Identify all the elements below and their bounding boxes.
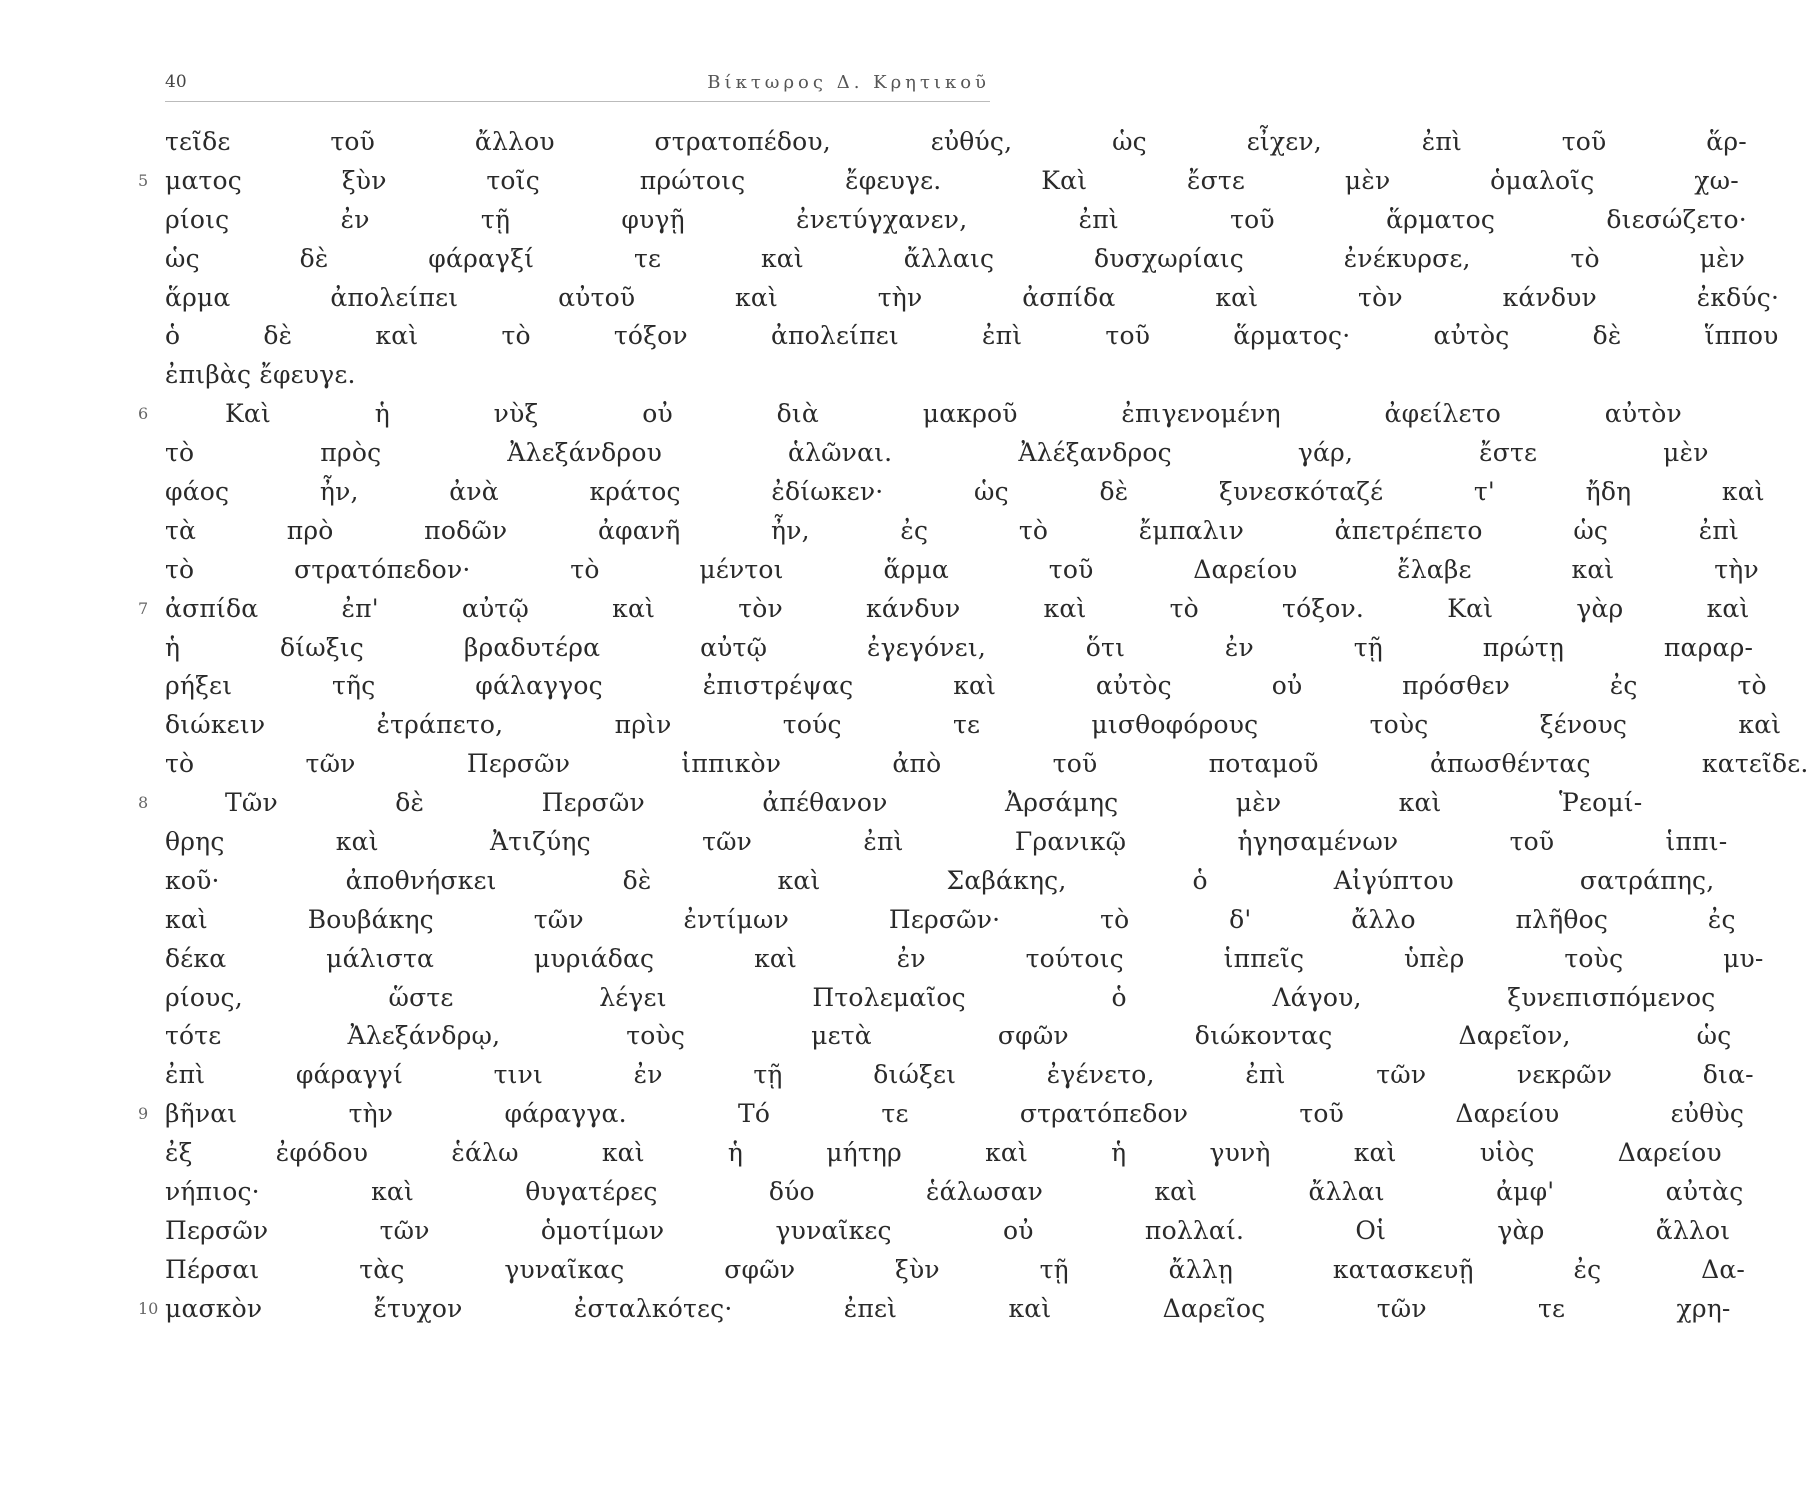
page-number: 40: [165, 72, 187, 92]
line-text: ρίοις ἐν τῇ φυγῇ ἐνετύγχανεν, ἐπὶ τοῦ ἅρματος διεσώζετο·: [165, 204, 1747, 234]
text-line: [165, 1251, 1746, 1290]
text-line: [165, 356, 990, 395]
line-text: τὸ πρὸς Ἀλεξάνδρου ἁλῶναι. Ἀλέξανδρος γάρ, ἔστε μὲν: [165, 438, 1709, 468]
text-line: [138, 1290, 1731, 1329]
text-line: [165, 240, 1746, 279]
line-text: δέκα μάλιστα μυριάδας καὶ ἐν τούτοις ἱππεῖς ὑπὲρ τοὺς μυ-: [165, 943, 1764, 973]
text-line: [165, 123, 1747, 162]
header-rule: [165, 101, 990, 102]
line-text: Πέρσαι τὰς γυναῖκας σφῶν ξὺν τῇ ἄλλῃ κατασκευῇ ἐς Δα-: [165, 1254, 1746, 1284]
line-text: μασκὸν ἔτυχον ἐσταλκότες· ἐπεὶ καὶ Δαρεῖος τῶν τε χρη-: [165, 1293, 1731, 1323]
running-title: Βίκτωρος Δ. Κρητικοῦ: [707, 72, 990, 93]
line-text: φάος ἦν, ἀνὰ κράτος ἐδίωκεν· ὡς δὲ ξυνεσκόταζέ τ' ἤδη καὶ: [165, 477, 1765, 507]
line-text: τὰ πρὸ ποδῶν ἀφανῆ ἦν, ἐς τὸ ἔμπαλιν ἀπετρέπετο ὡς ἐπὶ: [165, 515, 1740, 545]
line-text: θρης καὶ Ἀτιζύης τῶν ἐπὶ Γρανικῷ ἡγησαμένων τοῦ ἱππι-: [165, 827, 1728, 857]
text-line: [165, 901, 1736, 940]
section-number: 8: [138, 793, 149, 813]
section-number: 6: [138, 404, 149, 424]
line-text: ἐπὶ φάραγγί τινι ἐν τῇ διώξει ἐγένετο, ἐπὶ τῶν νεκρῶν δια-: [165, 1060, 1754, 1090]
line-text: ἅρμα ἀπολείπει αὐτοῦ καὶ τὴν ἀσπίδα καὶ τὸν κάνδυν ἐκδύς·: [165, 282, 1780, 312]
line-text: ὁ δὲ καὶ τὸ τόξον ἀπολείπει ἐπὶ τοῦ ἅρματος· αὐτὸς δὲ ἵππου: [165, 321, 1779, 351]
text-line: [138, 395, 1682, 434]
text-line: [165, 551, 1759, 590]
line-text: Τῶν δὲ Περσῶν ἀπέθανον Ἀρσάμης μὲν καὶ Ῥεομί-: [225, 788, 1643, 818]
text-line: [165, 706, 1782, 745]
line-text: ἐπιβὰς ἔφευγε.: [165, 360, 356, 390]
line-text: τεῖδε τοῦ ἄλλου στρατοπέδου, εὐθύς, ὡς εἶχεν, ἐπὶ τοῦ ἅρ-: [165, 127, 1747, 156]
line-text: ἐξ ἐφόδου ἑάλω καὶ ἡ μήτηρ καὶ ἡ γυνὴ καὶ υἱὸς Δαρείου: [165, 1138, 1722, 1168]
line-text: ἡ δίωξις βραδυτέρα αὐτῷ ἐγεγόνει, ὅτι ἐν τῇ πρώτῃ παραρ-: [165, 632, 1754, 662]
text-line: [165, 512, 1740, 551]
text-line: [165, 279, 1780, 318]
text-line: [138, 784, 1643, 823]
text-line: [165, 979, 1716, 1018]
text-line: [165, 940, 1764, 979]
section-number: 10: [138, 1298, 159, 1318]
running-head: [165, 72, 990, 102]
section-number: 7: [138, 598, 149, 618]
text-line: [165, 1134, 1722, 1173]
text-line: [165, 201, 1747, 240]
line-text: τὸ στρατόπεδον· τὸ μέντοι ἅρμα τοῦ Δαρείου ἔλαβε καὶ τὴν: [165, 554, 1759, 584]
text-line: [165, 629, 1754, 668]
line-text: Περσῶν τῶν ὁμοτίμων γυναῖκες οὐ πολλαί. Οἱ γὰρ ἄλλοι: [165, 1215, 1731, 1245]
greek-text-body: [138, 123, 1809, 1329]
line-text: ὡς δὲ φάραγξί τε καὶ ἄλλαις δυσχωρίαις ἐνέκυρσε, τὸ μὲν: [165, 243, 1746, 273]
line-text: διώκειν ἐτράπετο, πρὶν τούς τε μισθοφόρους τοὺς ξένους καὶ: [165, 710, 1782, 740]
text-line: [165, 317, 1779, 356]
section-number: 9: [138, 1104, 149, 1124]
text-line: [165, 823, 1728, 862]
text-line: [165, 745, 1809, 784]
line-text: τὸ τῶν Περσῶν ἱππικὸν ἀπὸ τοῦ ποταμοῦ ἀπωσθέντας κατεῖδε.: [165, 749, 1809, 779]
line-text: ἀσπίδα ἐπ' αὐτῷ καὶ τὸν κάνδυν καὶ τὸ τόξον. Καὶ γὰρ καὶ: [165, 593, 1750, 623]
line-text: ματος ξὺν τοῖς πρώτοις ἔφευγε. Καὶ ἔστε μὲν ὁμαλοῖς χω-: [165, 165, 1739, 195]
text-line: [165, 1173, 1744, 1212]
text-line: [165, 473, 1765, 512]
text-line: [165, 434, 1709, 473]
text-line: [165, 1056, 1754, 1095]
text-line: [138, 1095, 1745, 1134]
line-text: καὶ Βουβάκης τῶν ἐντίμων Περσῶν· τὸ δ' ἄλλο πλῆθος ἐς: [165, 904, 1736, 934]
line-text: κοῦ· ἀποθνήσκει δὲ καὶ Σαβάκης, ὁ Αἰγύπτου σατράπης,: [165, 865, 1715, 895]
text-line: [138, 162, 1739, 201]
text-line: [165, 667, 1767, 706]
line-text: ρίους, ὥστε λέγει Πτολεμαῖος ὁ Λάγου, ξυνεπισπόμενος: [165, 982, 1716, 1012]
line-text: τότε Ἀλεξάνδρῳ, τοὺς μετὰ σφῶν διώκοντας Δαρεῖον, ὡς: [165, 1021, 1732, 1051]
text-line: [165, 1017, 1732, 1056]
line-text: ρήξει τῆς φάλαγγος ἐπιστρέψας καὶ αὐτὸς οὐ πρόσθεν ἐς τὸ: [165, 671, 1767, 701]
line-text: νήπιος· καὶ θυγατέρες δύο ἑάλωσαν καὶ ἄλλαι ἀμφ' αὐτὰς: [165, 1177, 1744, 1207]
text-line: [165, 862, 1715, 901]
line-text: Καὶ ἡ νὺξ οὐ διὰ μακροῦ ἐπιγενομένη ἀφείλετο αὐτὸν: [225, 399, 1682, 429]
section-number: 5: [138, 170, 149, 190]
text-line: [138, 590, 1750, 629]
line-text: βῆναι τὴν φάραγγα. Τό τε στρατόπεδον τοῦ Δαρείου εὐθὺς: [165, 1099, 1745, 1129]
text-line: [165, 1212, 1731, 1251]
